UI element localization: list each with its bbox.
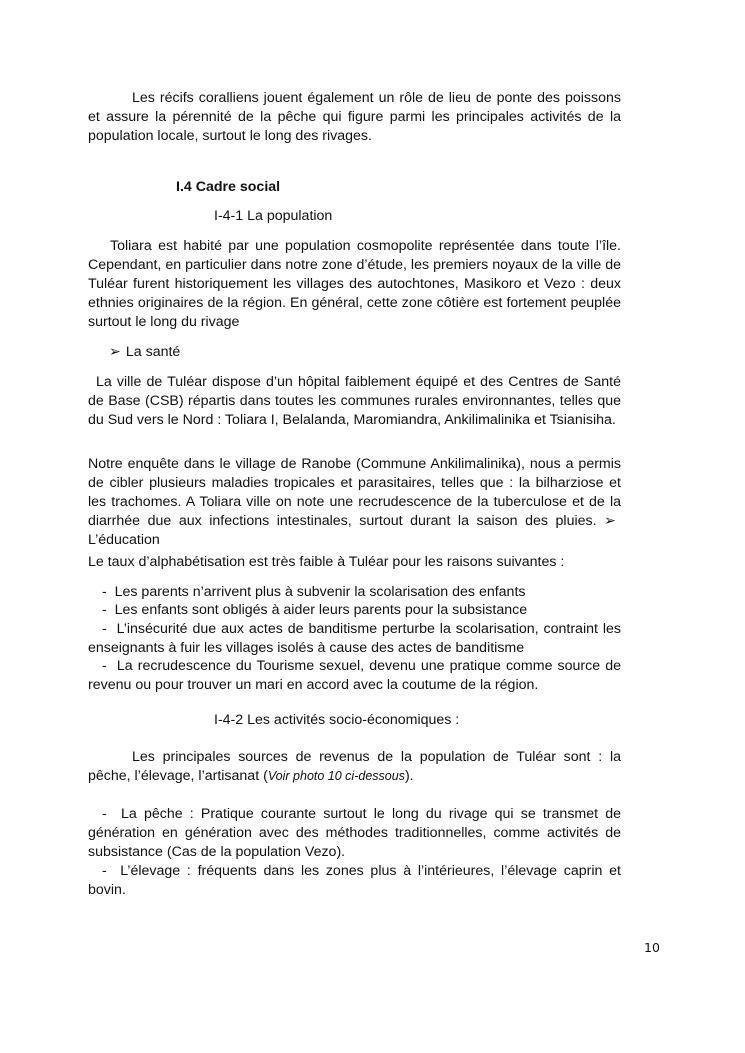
education-label: L’éducation: [88, 532, 160, 548]
section-title: I.4 Cadre social: [176, 179, 281, 195]
health-label: La santé: [125, 344, 181, 360]
education-intro: Le taux d’alphabétisation est très faible à Tuléar pour les raisons suivantes :: [88, 554, 565, 570]
health-paragraph-2-text: Notre enquête dans le village de Ranobe (Commune Ankilimalinika), nous a permis de cibler plusieurs maladies tropicales et parasitaires, telles que : la bilharziose et les trachomes. A Toliara ville on note une recrudescence de la tuberculose et de la diarrhée due aux infections intestinales, surtout durant la saison des pluies.: [88, 456, 621, 529]
health-bullet: [109, 344, 180, 360]
education-reason-3: - L’insécurité due aux actes de banditisme perturbe la scolarisation, contraint les enseignants à fuir les villages isolés à cause des actes de banditisme: [88, 621, 621, 656]
economy-heading: I-4-2 Les activités socio-économiques :: [214, 712, 460, 728]
population-heading: I-4-1 La population: [214, 208, 333, 224]
economy-item-fishing: - La pêche : Pratique courante surtout le long du rivage qui se transmet de génération en génération avec des méthodes traditionnelles, comme activités de subsistance (Cas de la population Vezo).: [88, 806, 621, 860]
education-reason-1: - Les parents n’arrivent plus à subvenir la scolarisation des enfants: [102, 584, 526, 600]
education-reason-4: - La recrudescence du Tourisme sexuel, devenu une pratique comme source de revenu ou pour trouver un mari en accord avec la coutume de la région.: [88, 658, 621, 693]
health-paragraph-2: [88, 455, 621, 550]
economy-item-livestock: - L’élevage : fréquents dans les zones plus à l’intérieures, l’élevage caprin et bovin.: [88, 863, 621, 898]
economy-intro: Les principales sources de revenus de la population de Tuléar sont : la pêche, l’élevage, l’artisanat (Voir photo 10 ci-dessous).: [88, 749, 621, 784]
education-reason-2: - Les enfants sont obligés à aider leurs parents pour la subsistance: [102, 602, 528, 618]
arrow-bullet-icon: ➢: [604, 513, 616, 529]
population-paragraph: Toliara est habité par une population cosmopolite représentée dans toute l’île. Cependant, en particulier dans notre zone d’étude, les premiers noyaux de la ville de Tuléar furent historiquement les villages des autochtones, Masikoro et Vezo : deux ethnies originaires de la région. En général, cette zone côtière est fortement peuplée surtout le long du rivage: [88, 238, 621, 330]
photo-reference: Voir photo 10 ci-dessous: [267, 769, 405, 783]
page-number: 10: [644, 940, 660, 955]
health-paragraph-1: La ville de Tuléar dispose d’un hôpital faiblement équipé et des Centres de Santé de Base (CSB) répartis dans toutes les communes rurales environnantes, telles que du Sud vers le Nord : Toliara I, Belalanda, Maromiandra, Ankilimalinika et Tsianisiha.: [88, 374, 621, 428]
arrow-bullet-icon: ➢: [109, 344, 121, 360]
intro-paragraph: Les récifs coralliens jouent également un rôle de lieu de ponte des poissons et assure la pérennité de la pêche qui figure parmi les principales activités de la population locale, surtout le long des rivages.: [88, 90, 621, 144]
